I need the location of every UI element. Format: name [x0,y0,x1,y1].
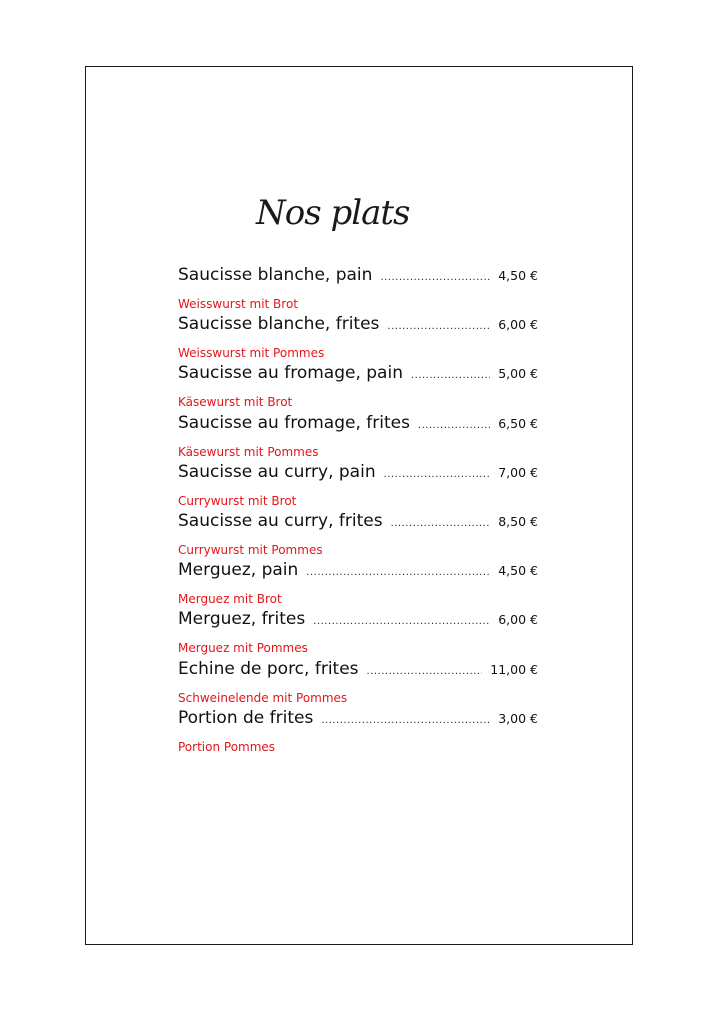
menu-item [178,659,538,708]
item-price: 6,00 € [498,317,538,333]
dot-leader [380,272,490,283]
dot-leader [387,321,490,332]
item-name: Saucisse blanche, frites [178,314,380,335]
dot-leader [306,567,490,578]
item-translation: Currywurst mit Brot [178,493,297,508]
item-name: Portion de frites [178,707,314,728]
item-price: 3,00 € [498,710,538,726]
item-name: Saucisse blanche, pain [178,265,373,285]
item-translation: Käsewurst mit Pommes [178,444,319,459]
menu-item [178,511,538,560]
item-price: 6,00 € [498,612,538,628]
menu-item [178,560,538,609]
item-name: Saucisse au fromage, frites [178,412,410,433]
dot-leader [411,370,490,381]
dot-leader [391,518,491,529]
menu-title: Nos plats [256,193,410,233]
dot-leader [321,715,490,726]
menu-item [178,413,538,462]
menu-item [178,314,538,363]
dot-leader [418,420,490,431]
item-translation: Schweinelende mit Pommes [178,690,348,705]
menu-page [85,66,633,945]
item-price: 7,00 € [498,464,538,480]
item-price: 8,50 € [498,513,538,529]
item-price: 11,00 € [490,661,538,677]
item-translation: Weisswurst mit Pommes [178,346,325,361]
menu-item [178,609,538,658]
item-price: 6,50 € [498,415,538,431]
item-price: 5,00 € [498,366,538,382]
menu-list [178,265,538,757]
dot-leader [313,616,490,627]
item-price: 4,50 € [498,268,538,283]
item-translation: Merguez mit Pommes [178,641,308,656]
item-name: Merguez, frites [178,609,306,630]
dot-leader [367,666,483,677]
item-name: Saucisse au fromage, pain [178,363,403,384]
item-translation: Merguez mit Brot [178,592,282,607]
menu-item [178,708,538,757]
item-translation: Weisswurst mit Brot [178,297,298,311]
item-name: Merguez, pain [178,560,299,581]
item-name: Echine de porc, frites [178,658,359,679]
item-translation: Käsewurst mit Brot [178,395,293,410]
item-translation: Currywurst mit Pommes [178,542,323,557]
item-name: Saucisse au curry, pain [178,461,376,482]
menu-item [178,265,538,314]
menu-item [178,462,538,511]
menu-item [178,363,538,412]
item-name: Saucisse au curry, frites [178,510,383,531]
item-translation: Portion Pommes [178,739,276,754]
item-price: 4,50 € [498,563,538,579]
dot-leader [384,469,491,480]
